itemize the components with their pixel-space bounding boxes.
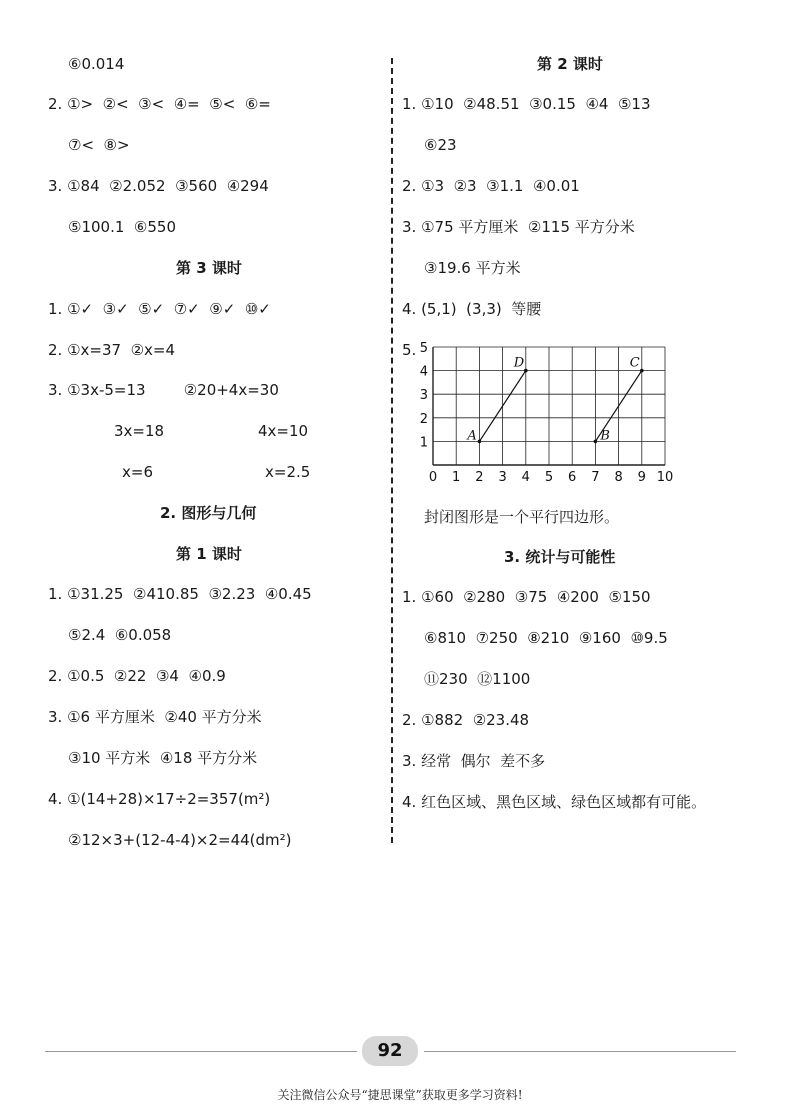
answer-line: 封闭图形是一个平行四边形。 bbox=[424, 508, 620, 526]
coordinate-grid-chart bbox=[420, 338, 685, 486]
x-tick-label: 6 bbox=[568, 470, 577, 485]
answer-line: ⑪230 ⑫1100 bbox=[424, 670, 531, 688]
answer-line: 2. ①3 ②3 ③1.1 ④0.01 bbox=[402, 177, 580, 195]
answer-line: 3x=18 bbox=[114, 422, 165, 440]
answer-line: 2. ①x=37 ②x=4 bbox=[48, 341, 176, 359]
answer-line: ③10 平方米 ④18 平方分米 bbox=[68, 749, 258, 767]
answer-line: ⑥23 bbox=[424, 136, 457, 154]
page-number: 92 bbox=[362, 1036, 418, 1066]
section-heading: 第 1 课时 bbox=[176, 545, 242, 563]
answer-line: 1. ①60 ②280 ③75 ④200 ⑤150 bbox=[402, 588, 651, 606]
answer-line: 4. ①(14+28)×17÷2=357(m²) bbox=[48, 790, 271, 808]
section-heading: 第 3 课时 bbox=[176, 259, 242, 277]
x-tick-label: 0 bbox=[428, 470, 438, 485]
column-divider bbox=[391, 58, 393, 843]
footer-rule-right bbox=[424, 1051, 736, 1052]
x-tick-label: 10 bbox=[656, 470, 674, 485]
x-tick-label: 7 bbox=[591, 470, 600, 485]
answer-line: ⑥0.014 bbox=[68, 55, 125, 73]
answer-line: ②12×3+(12-4-4)×2=44(dm²) bbox=[68, 831, 292, 849]
answer-line: 1. ①✓ ③✓ ⑤✓ ⑦✓ ⑨✓ ⑩✓ bbox=[48, 300, 271, 318]
answer-line: 4. (5,1) (3,3) 等腰 bbox=[402, 300, 542, 318]
answer-line: x=6 bbox=[122, 463, 153, 481]
answer-line: 4. 红色区域、黑色区域、绿色区域都有可能。 bbox=[402, 793, 707, 811]
section-heading: 2. 图形与几何 bbox=[160, 504, 257, 522]
answer-line: 3. ①6 平方厘米 ②40 平方分米 bbox=[48, 708, 262, 726]
answer-line: 1. ①10 ②48.51 ③0.15 ④4 ⑤13 bbox=[402, 95, 651, 113]
answer-line: ⑥810 ⑦250 ⑧210 ⑨160 ⑩9.5 bbox=[424, 629, 668, 647]
answer-line: ③19.6 平方米 bbox=[424, 259, 521, 277]
point-marker bbox=[640, 369, 644, 373]
answer-line: 4x=10 bbox=[258, 422, 309, 440]
answer-line: 2. ①> ②< ③< ④= ⑤< ⑥= bbox=[48, 95, 271, 113]
answer-line: ⑤100.1 ⑥550 bbox=[68, 218, 177, 236]
x-tick-label: 5 bbox=[544, 470, 554, 485]
answer-line: 1. ①31.25 ②410.85 ③2.23 ④0.45 bbox=[48, 585, 312, 603]
section-heading: 3. 统计与可能性 bbox=[504, 548, 616, 566]
point-label: D bbox=[513, 355, 525, 371]
point-marker bbox=[594, 440, 598, 444]
y-tick-label: 3 bbox=[420, 388, 428, 404]
answer-line: 2. ①0.5 ②22 ③4 ④0.9 bbox=[48, 667, 226, 685]
answer-line: 2. ①882 ②23.48 bbox=[402, 711, 530, 729]
answer-line: x=2.5 bbox=[265, 463, 311, 481]
x-tick-label: 2 bbox=[475, 470, 484, 485]
point-label: A bbox=[467, 428, 477, 444]
x-tick-label: 4 bbox=[521, 470, 530, 485]
y-tick-label: 1 bbox=[420, 435, 428, 451]
answer-line: 5. bbox=[402, 341, 417, 359]
y-tick-label: 4 bbox=[420, 364, 428, 380]
answer-line: 3. ①3x-5=13 ②20+4x=30 bbox=[48, 381, 279, 399]
answer-line: 3. 经常 偶尔 差不多 bbox=[402, 752, 546, 770]
answer-line: ⑤2.4 ⑥0.058 bbox=[68, 626, 172, 644]
answer-line: ⑦< ⑧> bbox=[68, 136, 130, 154]
point-label: C bbox=[629, 355, 640, 371]
x-tick-label: 9 bbox=[637, 470, 646, 485]
answer-line: 3. ①84 ②2.052 ③560 ④294 bbox=[48, 177, 269, 195]
x-tick-label: 1 bbox=[452, 470, 461, 485]
point-marker bbox=[478, 440, 482, 444]
footer-note: 关注微信公众号“捷思课堂”获取更多学习资料! bbox=[277, 1088, 523, 1102]
y-tick-label: 2 bbox=[420, 411, 428, 427]
x-tick-label: 8 bbox=[614, 470, 623, 485]
footer-rule-left bbox=[45, 1051, 357, 1052]
point-label: B bbox=[600, 428, 610, 444]
x-tick-label: 3 bbox=[498, 470, 507, 485]
section-heading: 第 2 课时 bbox=[537, 55, 603, 73]
y-tick-label: 5 bbox=[420, 341, 428, 356]
answer-line: 3. ①75 平方厘米 ②115 平方分米 bbox=[402, 218, 635, 236]
point-marker bbox=[524, 369, 528, 373]
